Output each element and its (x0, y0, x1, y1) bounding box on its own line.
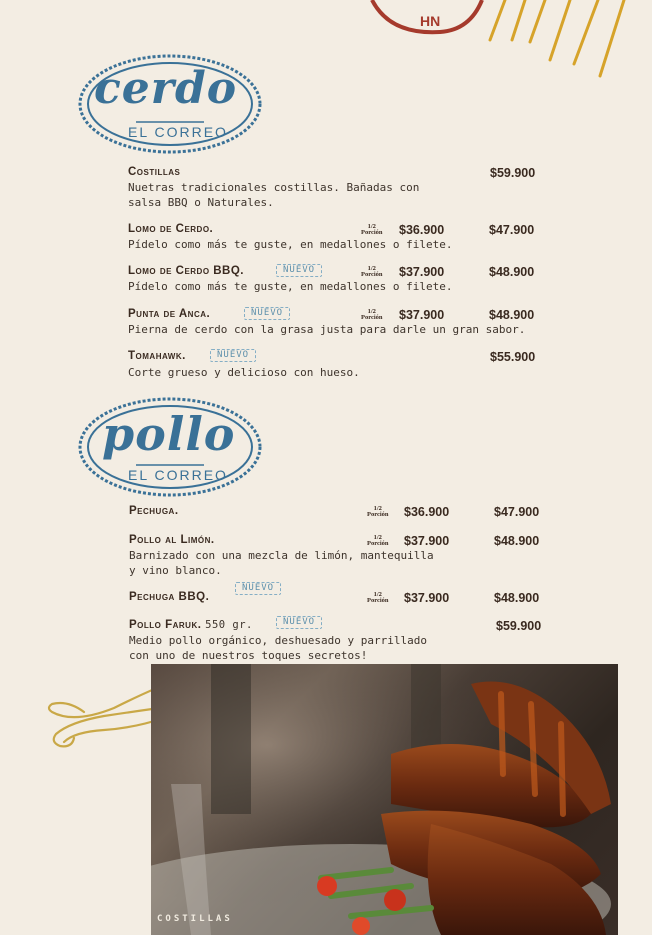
item-price: $55.900 (490, 350, 536, 364)
half-portion-label: 1/2 Porción (367, 534, 389, 547)
nuevo-badge: NUEVO (210, 349, 256, 362)
item-desc-line: Nuetras tradicionales costillas. Bañadas con (128, 181, 420, 194)
item-desc-line: con uno de nuestros toques secretos! (129, 649, 368, 662)
item-half-price: $37.900 (404, 534, 450, 548)
item-name: Lomo de Cerdo. (128, 223, 214, 235)
item-name: Pechuga BBQ. (129, 591, 210, 603)
item-price: $48.900 (494, 591, 540, 605)
item-desc-line: Pídelo como más te guste, en medallones o filete. (128, 238, 453, 251)
item-price: $47.900 (489, 223, 535, 237)
half-portion-label: 1/2 Porción (361, 265, 383, 278)
item-desc-line: Pídelo como más te guste, en medallones o filete. (128, 280, 453, 293)
item-desc-line: y vino blanco. (129, 564, 222, 577)
postmark-text: HN (420, 13, 441, 29)
item-name: Pollo al Limón. (129, 534, 215, 546)
item-name: Pechuga. (129, 505, 179, 517)
item-name: Lomo de Cerdo BBQ. (128, 265, 245, 277)
item-price: $47.900 (494, 505, 540, 519)
item-half-price: $37.900 (404, 591, 450, 605)
nuevo-badge: NUEVO (276, 616, 322, 629)
section-subtitle: EL CORREO (128, 467, 228, 483)
item-desc-line: Medio pollo orgánico, deshuesado y parrillado (129, 634, 428, 647)
item-name: Pollo Faruk. 550 gr. (129, 619, 253, 631)
item-name: Punta de Anca. (128, 308, 211, 320)
section-title: cerdo (94, 63, 238, 114)
photo-caption: COSTILLAS (157, 914, 233, 924)
item-half-price: $36.900 (404, 505, 450, 519)
dish-photo (151, 664, 618, 935)
item-name: Costillas (128, 166, 181, 178)
section-subtitle: EL CORREO (128, 124, 228, 140)
item-half-price: $37.900 (399, 265, 445, 279)
item-weight: 550 gr. (205, 619, 253, 631)
item-desc-line: Barnizado con una mezcla de limón, mantequilla (129, 549, 434, 562)
nuevo-badge: NUEVO (244, 307, 290, 320)
item-name: Tomahawk. (128, 350, 186, 362)
nuevo-badge: NUEVO (276, 264, 322, 277)
item-price: $48.900 (494, 534, 540, 548)
section-stamp-pollo (76, 393, 264, 501)
item-desc-line: Corte grueso y delicioso con hueso. (128, 366, 360, 379)
item-price: $48.900 (489, 308, 535, 322)
postmark-decoration (360, 0, 652, 80)
half-portion-label: 1/2 Porción (367, 505, 389, 518)
half-portion-label: 1/2 Porción (361, 308, 383, 321)
item-price: $48.900 (489, 265, 535, 279)
half-portion-label: 1/2 Porción (367, 591, 389, 604)
item-desc-line: salsa BBQ o Naturales. (128, 196, 274, 209)
half-portion-label: 1/2 Porción (361, 223, 383, 236)
item-price: $59.900 (490, 166, 536, 180)
item-desc-line: Pierna de cerdo con la grasa justa para darle un gran sabor. (128, 323, 526, 336)
ribs-photo-icon (151, 664, 618, 935)
section-stamp-cerdo (76, 50, 264, 158)
nuevo-badge: NUEVO (235, 582, 281, 595)
item-price: $59.900 (496, 619, 542, 633)
section-title: pollo (102, 407, 236, 461)
item-half-price: $36.900 (399, 223, 445, 237)
item-half-price: $37.900 (399, 308, 445, 322)
